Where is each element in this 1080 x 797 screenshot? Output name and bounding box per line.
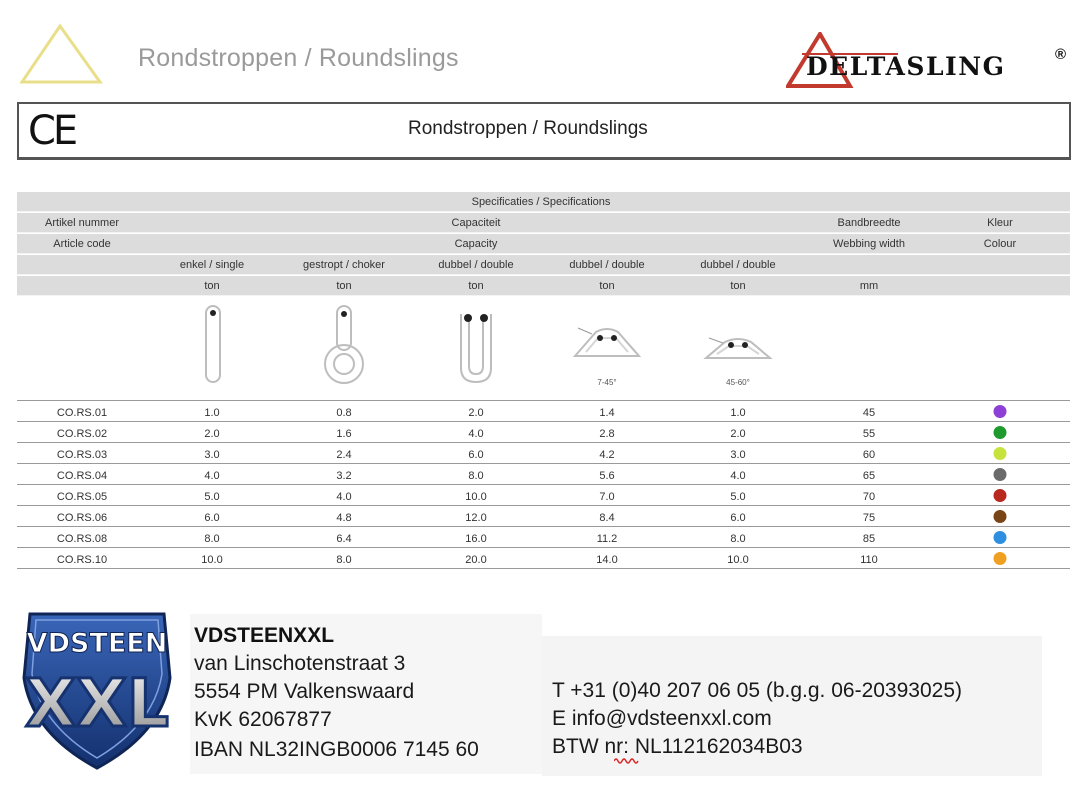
double-sling-60-icon [703, 330, 773, 364]
table-row [17, 464, 1070, 485]
cell-double-45: 14.0 [596, 554, 618, 566]
cell-double: 8.0 [468, 470, 484, 482]
angle-label-60: 45-60° [726, 378, 750, 387]
cell-double-60: 6.0 [730, 512, 746, 524]
cell-double: 10.0 [465, 491, 487, 503]
cell-double-45: 8.4 [599, 512, 615, 524]
cell-double: 4.0 [468, 428, 484, 440]
cell-width: 55 [862, 428, 876, 440]
cell-double: 12.0 [465, 512, 487, 524]
header-row-nl [17, 213, 1070, 233]
cell-double-60: 5.0 [730, 491, 746, 503]
company-email: E info@vdsteenxxl.com [552, 707, 772, 730]
table-row [17, 548, 1070, 569]
col-double-60: dubbel / double [700, 259, 776, 271]
cell-double: 20.0 [465, 554, 487, 566]
cell-double-60: 2.0 [730, 428, 746, 440]
cell-double-45: 4.2 [599, 449, 615, 461]
logo-text-top: VDSTEEN [26, 628, 168, 659]
delta-triangle-icon [20, 22, 104, 88]
cell-code: CO.RS.03 [56, 449, 108, 461]
spellcheck-squiggle [614, 757, 640, 765]
unit-single: ton [204, 280, 220, 292]
double-sling-icon [457, 304, 495, 386]
col-double: dubbel / double [438, 259, 514, 271]
article-header-nl: Artikel nummer [45, 217, 119, 229]
cell-single: 4.0 [204, 470, 220, 482]
cell-code: CO.RS.01 [56, 407, 108, 419]
cell-choker: 4.8 [336, 512, 352, 524]
cell-code: CO.RS.04 [56, 470, 108, 482]
cell-choker: 8.0 [336, 554, 352, 566]
cell-code: CO.RS.02 [56, 428, 108, 440]
cell-double-60: 4.0 [730, 470, 746, 482]
unit-double-45: ton [599, 280, 615, 292]
cell-single: 8.0 [204, 533, 220, 545]
ce-box-title: Rondstroppen / Roundslings [408, 118, 648, 139]
colour-dot [994, 468, 1007, 481]
unit-double: ton [468, 280, 484, 292]
company-street: van Linschotenstraat 3 [194, 652, 406, 675]
cell-double-45: 7.0 [599, 491, 615, 503]
width-header-nl: Bandbreedte [837, 217, 901, 229]
cell-single: 5.0 [204, 491, 220, 503]
unit-width: mm [859, 280, 879, 292]
cell-choker: 4.0 [336, 491, 352, 503]
cell-double-60: 3.0 [730, 449, 746, 461]
cell-code: CO.RS.08 [56, 533, 108, 545]
company-btw: BTW nr: NL112162034B03 [552, 735, 803, 758]
col-double-45: dubbel / double [569, 259, 645, 271]
cell-code: CO.RS.05 [56, 491, 108, 503]
col-choker: gestropt / choker [303, 259, 385, 271]
cell-width: 75 [862, 512, 876, 524]
logo-text-bottom: XXL [25, 665, 169, 742]
cell-width: 70 [862, 491, 876, 503]
unit-choker: ton [336, 280, 352, 292]
cell-choker: 2.4 [336, 449, 352, 461]
cell-double-60: 1.0 [730, 407, 746, 419]
vdsteenxxl-logo [12, 608, 182, 773]
capacity-header-en: Capacity [454, 238, 498, 250]
table-caption-row [17, 192, 1070, 212]
company-city: 5554 PM Valkenswaard [194, 680, 415, 703]
ce-mark: CE [28, 108, 76, 154]
cell-double: 2.0 [468, 407, 484, 419]
cell-double: 16.0 [465, 533, 487, 545]
cell-double-45: 5.6 [599, 470, 615, 482]
company-phone: T +31 (0)40 207 06 05 (b.g.g. 06-20393025) [552, 679, 963, 702]
cell-single: 3.0 [204, 449, 220, 461]
colour-dot [994, 447, 1007, 460]
company-kvk: KvK 62067877 [194, 708, 332, 731]
cell-code: CO.RS.10 [56, 554, 108, 566]
cell-double-45: 1.4 [599, 407, 615, 419]
cell-single: 2.0 [204, 428, 220, 440]
table-row [17, 401, 1070, 422]
table-row [17, 506, 1070, 527]
brand-name: DELTASLING [806, 52, 1006, 81]
colour-dot [994, 531, 1007, 544]
cell-width: 60 [862, 449, 876, 461]
width-header-en: Webbing width [833, 238, 905, 250]
angle-label-45: 7-45° [597, 378, 617, 387]
cell-choker: 0.8 [336, 407, 352, 419]
table-row [17, 485, 1070, 506]
cell-double-45: 11.2 [596, 533, 618, 545]
choker-sling-icon [321, 304, 367, 386]
single-sling-icon [201, 304, 225, 386]
capacity-header-nl: Capaciteit [451, 217, 501, 229]
cell-double-60: 8.0 [730, 533, 746, 545]
article-header-en: Article code [53, 238, 111, 250]
cell-choker: 6.4 [336, 533, 352, 545]
colour-dot [994, 510, 1007, 523]
cell-double: 6.0 [468, 449, 484, 461]
company-name: VDSTEENXXL [194, 624, 335, 647]
colour-header-nl: Kleur [987, 217, 1013, 229]
cell-width: 45 [862, 407, 876, 419]
cell-code: CO.RS.06 [56, 512, 108, 524]
cell-choker: 3.2 [336, 470, 352, 482]
double-sling-45-icon [572, 322, 642, 366]
table-row [17, 422, 1070, 443]
cell-width: 65 [862, 470, 876, 482]
cell-width: 85 [862, 533, 876, 545]
colour-dot [994, 426, 1007, 439]
col-single: enkel / single [179, 259, 245, 271]
cell-single: 1.0 [204, 407, 220, 419]
table-row [17, 443, 1070, 464]
colour-dot [994, 552, 1007, 565]
units-row [17, 276, 1070, 296]
company-iban: IBAN NL32INGB0006 7145 60 [194, 738, 479, 761]
colour-dot [994, 489, 1007, 502]
colour-dot [994, 405, 1007, 418]
column-names-row [17, 255, 1070, 275]
header-row-en [17, 234, 1070, 254]
table-caption: Specificaties / Specifications [471, 196, 611, 208]
header-title: Rondstroppen / Roundslings [138, 44, 459, 72]
cell-double-45: 2.8 [599, 428, 615, 440]
cell-width: 110 [860, 554, 878, 566]
table-row [17, 527, 1070, 548]
colour-header-en: Colour [983, 238, 1017, 250]
unit-double-60: ton [730, 280, 746, 292]
cell-single: 6.0 [204, 512, 220, 524]
brand-registered-mark: ® [1055, 46, 1067, 63]
cell-double-60: 10.0 [727, 554, 749, 566]
cell-choker: 1.6 [336, 428, 352, 440]
cell-single: 10.0 [201, 554, 223, 566]
